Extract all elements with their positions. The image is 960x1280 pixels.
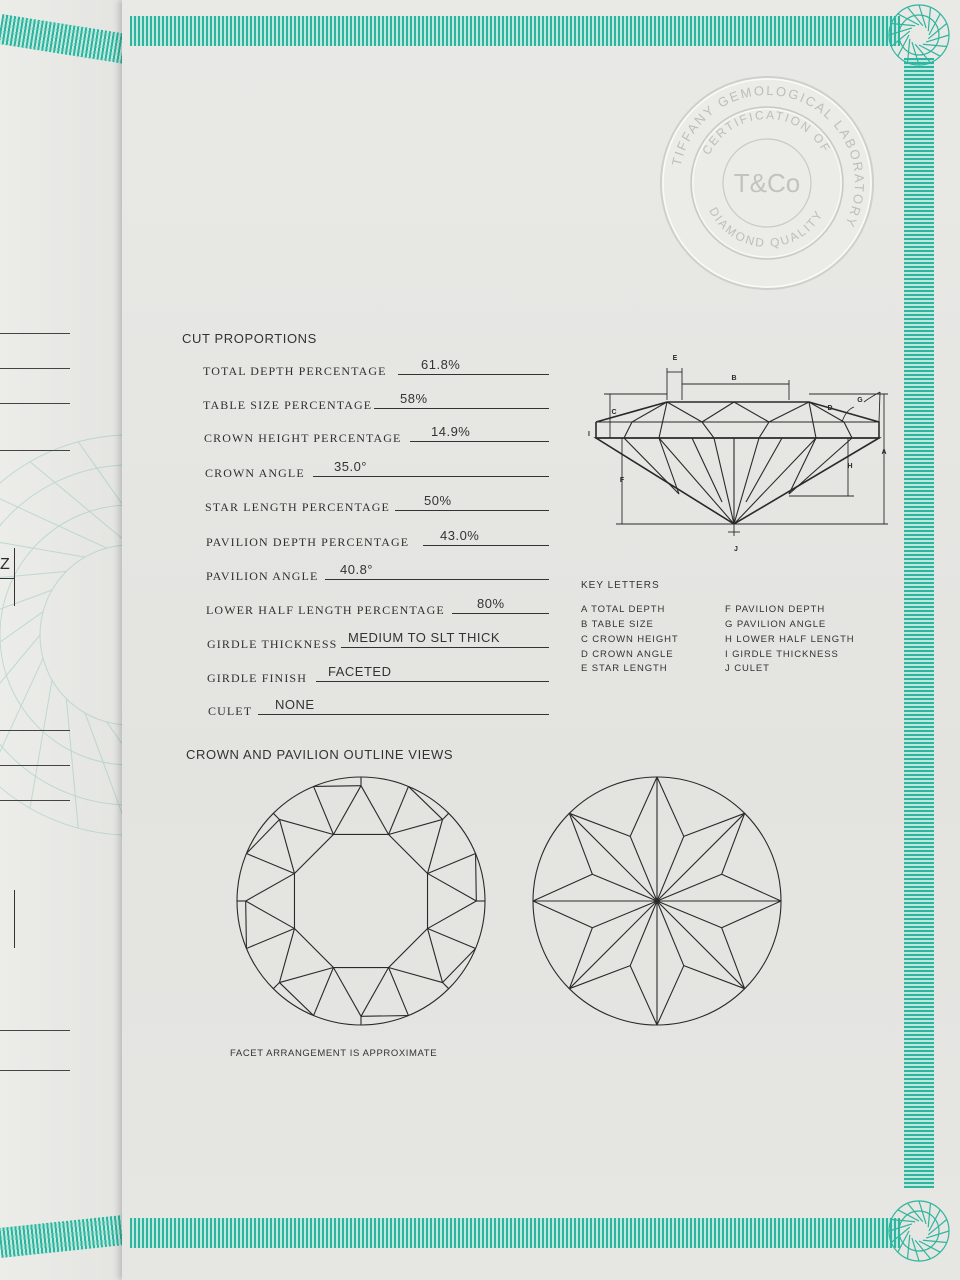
crown-facet-line bbox=[428, 873, 477, 901]
pavilion-facet-line bbox=[569, 813, 630, 836]
facet-arrangement-note: FACET ARRANGEMENT IS APPROXIMATE bbox=[230, 1048, 438, 1059]
crown-facet-line bbox=[389, 786, 409, 834]
proportion-value: NONE bbox=[275, 697, 315, 712]
proportion-value-line bbox=[316, 681, 549, 682]
proportion-label: LOWER HALF LENGTH PERCENTAGE bbox=[206, 603, 445, 617]
pavilion-facet-line bbox=[533, 874, 592, 901]
left-page-bottom-band bbox=[0, 1214, 122, 1257]
crown-facet-line bbox=[246, 901, 295, 929]
watermark-ring bbox=[0, 505, 122, 765]
proportion-value-line bbox=[452, 613, 549, 614]
seal-inner-top-span: CERTIFICATION OF bbox=[699, 107, 834, 158]
seal-monogram-span: T&Co bbox=[733, 168, 801, 198]
crown-facet-line bbox=[273, 983, 279, 989]
diagram-letter: B bbox=[731, 375, 737, 382]
left-page-fragment-text: Z bbox=[0, 556, 10, 573]
pavilion-facet-line bbox=[722, 874, 781, 901]
diagram-letter: G bbox=[857, 397, 863, 404]
crown-facet-line bbox=[279, 819, 294, 873]
pavilion-outline-view bbox=[526, 770, 788, 1032]
crown-facet-line bbox=[443, 983, 449, 989]
proportion-value-line bbox=[258, 714, 549, 715]
proportion-label: CROWN ANGLE bbox=[205, 466, 305, 480]
crown-facet-line bbox=[279, 819, 333, 834]
crown-facet-line bbox=[314, 786, 334, 834]
right-border-band bbox=[904, 58, 934, 1188]
proportion-value-line bbox=[398, 374, 549, 375]
rosette-line bbox=[928, 7, 930, 31]
seal-outer-text-span: TIFFANY GEMOLOGICAL LABORATORY bbox=[668, 82, 868, 231]
crown-facet-line bbox=[246, 873, 295, 901]
pavilion-facet-line bbox=[657, 966, 684, 1025]
key-letters-title: KEY LETTERS bbox=[581, 580, 660, 591]
crown-facet-line bbox=[361, 1016, 408, 1017]
crown-facet-line bbox=[246, 901, 247, 948]
crown-facet-line bbox=[314, 786, 361, 787]
pavilion-facet-line bbox=[722, 928, 745, 989]
key-letter-item: G PAVILION ANGLE bbox=[725, 619, 827, 630]
key-letter-item: I GIRDLE THICKNESS bbox=[725, 649, 839, 660]
pavilion-facet-line bbox=[722, 901, 781, 928]
pavilion-main-facet-line bbox=[657, 901, 745, 989]
top-border-band bbox=[130, 16, 900, 46]
embossed-seal bbox=[657, 72, 877, 294]
proportion-value-line bbox=[325, 579, 549, 580]
left-page-box-line bbox=[0, 578, 14, 579]
watermark-ring bbox=[0, 435, 122, 835]
rosette-line bbox=[891, 24, 915, 26]
key-letter-item: A TOTAL DEPTH bbox=[581, 604, 666, 615]
pavilion-main-facet-line bbox=[569, 813, 657, 901]
crown-facet-line bbox=[428, 819, 443, 873]
left-page-fragment bbox=[0, 556, 10, 574]
key-letter-item: C CROWN HEIGHT bbox=[581, 634, 679, 645]
watermark-line bbox=[0, 635, 40, 735]
crown-facet-line bbox=[314, 968, 334, 1016]
proportion-label: STAR LENGTH PERCENTAGE bbox=[205, 500, 390, 514]
proportion-value-line bbox=[313, 476, 549, 477]
proportion-value: FACETED bbox=[328, 664, 392, 679]
pavilion-facet-line bbox=[533, 901, 592, 928]
crown-facet-line bbox=[246, 854, 294, 874]
pavilion-facet-line bbox=[569, 813, 592, 874]
diagram-letter: A bbox=[881, 449, 887, 456]
rosette-line bbox=[923, 1240, 947, 1242]
bottom-right-rosette-ornament bbox=[886, 1198, 952, 1264]
proportion-value: 43.0% bbox=[440, 528, 480, 543]
crown-facet-line bbox=[333, 786, 361, 835]
left-facing-page bbox=[0, 0, 122, 1280]
proportion-value: 40.8° bbox=[340, 562, 374, 577]
proportion-label: PAVILION ANGLE bbox=[206, 569, 319, 583]
crown-facet-line bbox=[389, 968, 443, 983]
crown-facet-line bbox=[476, 854, 477, 901]
rosette-line bbox=[891, 1220, 915, 1222]
crown-facet-line bbox=[389, 968, 409, 1016]
diamond-profile-diagram bbox=[584, 352, 894, 562]
crown-facet-line bbox=[361, 786, 389, 835]
diagram-letter: I bbox=[588, 431, 590, 438]
watermark-line bbox=[85, 713, 122, 835]
top-right-rosette-ornament bbox=[886, 2, 952, 68]
diagram-letter: J bbox=[734, 546, 738, 553]
rosette-line bbox=[908, 1235, 910, 1259]
proportion-value: 14.9% bbox=[431, 424, 471, 439]
key-letter-item: J CULET bbox=[725, 663, 770, 674]
crown-table-outline bbox=[294, 834, 427, 967]
proportion-value-line bbox=[374, 408, 549, 409]
crown-facet-line bbox=[279, 968, 333, 983]
diagram-letter: D bbox=[827, 405, 833, 412]
pavilion-facet-line bbox=[684, 813, 745, 836]
proportion-value-line bbox=[423, 545, 549, 546]
pavilion-facet-line bbox=[684, 966, 745, 989]
diagram-letter: F bbox=[619, 477, 625, 484]
rosette-line bbox=[908, 39, 910, 63]
crown-facet-line bbox=[443, 813, 449, 819]
rosette-line bbox=[923, 44, 947, 46]
diagram-letter: E bbox=[672, 355, 678, 362]
proportion-value: 50% bbox=[424, 493, 452, 508]
pavilion-facet-line bbox=[569, 966, 630, 989]
watermark-line bbox=[0, 590, 52, 635]
watermark-line bbox=[78, 442, 122, 548]
key-letter-item: H LOWER HALF LENGTH bbox=[725, 634, 855, 645]
watermark-line bbox=[107, 722, 122, 828]
crown-facet-line bbox=[361, 968, 389, 1017]
crown-facet-line bbox=[333, 968, 361, 1017]
rosette-line bbox=[928, 1203, 930, 1227]
proportion-value: 58% bbox=[400, 391, 428, 406]
diagram-letter: H bbox=[847, 463, 853, 470]
proportion-label: GIRDLE FINISH bbox=[207, 671, 307, 685]
proportion-value: 80% bbox=[477, 596, 505, 611]
crown-facet-line bbox=[279, 929, 294, 983]
left-page-box-line bbox=[14, 890, 15, 948]
proportion-label: TABLE SIZE PERCENTAGE bbox=[203, 398, 373, 412]
watermark-ring bbox=[40, 545, 122, 725]
pavilion-facet-line bbox=[722, 813, 745, 874]
proportion-label: CULET bbox=[208, 704, 253, 718]
key-letter-item: D CROWN ANGLE bbox=[581, 649, 674, 660]
proportion-label: CROWN HEIGHT PERCENTAGE bbox=[204, 431, 402, 445]
proportion-value: 61.8% bbox=[421, 357, 461, 372]
pavilion-facet-line bbox=[569, 928, 592, 989]
proportion-value-line bbox=[395, 510, 549, 511]
watermark-line bbox=[30, 680, 52, 808]
watermark-ring bbox=[0, 465, 122, 805]
left-page-top-band bbox=[0, 14, 122, 64]
proportion-value: MEDIUM TO SLT THICK bbox=[348, 630, 501, 645]
pavilion-main-facet-line bbox=[657, 813, 745, 901]
proportion-label: PAVILION DEPTH PERCENTAGE bbox=[206, 535, 410, 549]
watermark-line bbox=[66, 699, 78, 829]
proportion-label: TOTAL DEPTH PERCENTAGE bbox=[203, 364, 387, 378]
left-page-box-line bbox=[14, 548, 15, 606]
proportion-value-line bbox=[410, 441, 549, 442]
bottom-border-band bbox=[130, 1218, 900, 1248]
outline-views-title: CROWN AND PAVILION OUTLINE VIEWS bbox=[186, 747, 454, 762]
seal-monogram bbox=[734, 168, 800, 198]
key-letter-item: B TABLE SIZE bbox=[581, 619, 654, 630]
crown-facet-line bbox=[246, 929, 294, 949]
key-letter-item: F PAVILION DEPTH bbox=[725, 604, 826, 615]
key-letter-item: E STAR LENGTH bbox=[581, 663, 668, 674]
diagram-letter: C bbox=[611, 409, 617, 416]
crown-facet-line bbox=[428, 929, 443, 983]
proportion-value-line bbox=[341, 647, 549, 648]
pavilion-facet-line bbox=[657, 777, 684, 836]
proportion-value: 35.0° bbox=[334, 459, 368, 474]
watermark-line bbox=[0, 494, 107, 548]
crown-facet-line bbox=[428, 854, 476, 874]
crown-facet-line bbox=[389, 819, 443, 834]
cut-proportions-title: CUT PROPORTIONS bbox=[182, 331, 317, 346]
crown-facet-line bbox=[428, 901, 477, 929]
seal-inner-bottom-span: DIAMOND QUALITY bbox=[706, 204, 827, 251]
pavilion-main-facet-line bbox=[569, 901, 657, 989]
crown-facet-line bbox=[273, 813, 279, 819]
crown-facet-line bbox=[428, 929, 476, 949]
crown-outline-view bbox=[230, 770, 492, 1032]
pavilion-facet-line bbox=[630, 966, 657, 1025]
pavilion-facet-line bbox=[630, 777, 657, 836]
watermark-rosette bbox=[0, 420, 122, 850]
proportion-label: GIRDLE THICKNESS bbox=[207, 637, 338, 651]
